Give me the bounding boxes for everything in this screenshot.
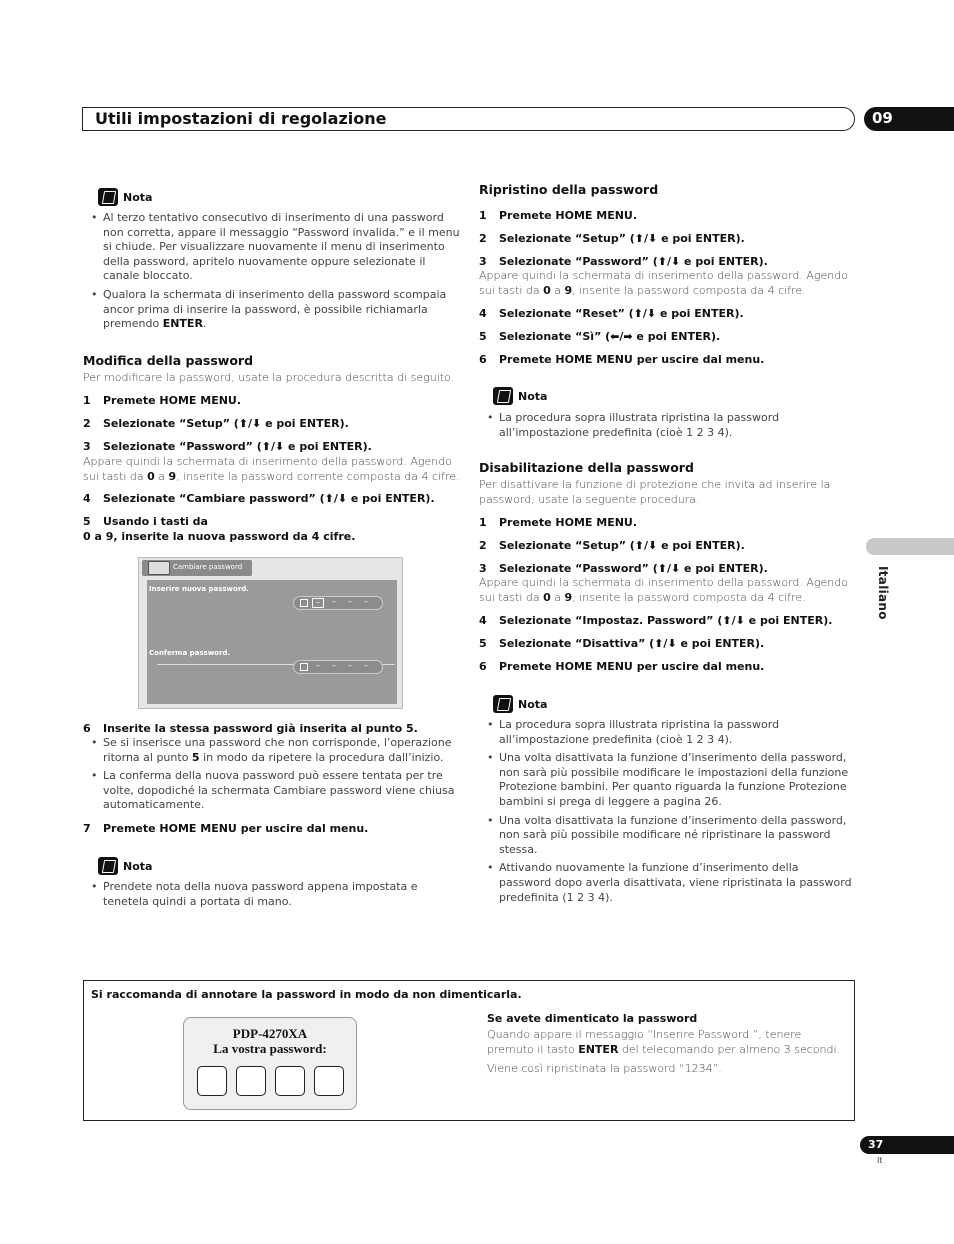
text: , inserite la password composta da 4 cifre.: [572, 590, 806, 604]
step-number: 4: [83, 492, 91, 505]
step-description: [479, 576, 851, 605]
text: Appare quindi la schermata di inserimento della password. Agendo sui tasti da: [83, 455, 452, 483]
screen-body: [147, 580, 397, 704]
digit-slot: –: [332, 597, 336, 606]
step-number: 5: [479, 330, 487, 343]
digit-slot: –: [312, 598, 324, 608]
bullet: • La conferma della nuova password può essere tentata per tre volte, dopodiché la schermata Cambiare password viene chiusa automaticamente.: [83, 769, 463, 813]
note-bullet: • Al terzo tentativo consecutivo di inserimento di una password non corretta, appare il messaggio “Password invalida.” e il menu si chiude. Per visualizzare nuovamente il menu di inserimento della password, apritelo nuovamente oppure selezionate il canale bloccato.: [83, 211, 461, 284]
note-heading: [493, 695, 547, 713]
step-text: Selezionate “Setup” (⬆/⬇ e poi ENTER).: [103, 417, 349, 430]
step-text: Selezionate “Password” (⬆/⬇ e poi ENTER).: [103, 440, 372, 453]
note-bullet: • Una volta disattivata la funzione d’inserimento della password, non sarà più possibile modificare le impostazioni della funzione Protezione bambini. Per quanto riguarda la funzione Protezione bambini si prega di leggere a pagina 26.: [479, 751, 853, 809]
note-icon: [98, 188, 118, 206]
step-text: Premete HOME MENU per uscire dal menu.: [499, 353, 765, 366]
step: [479, 614, 832, 628]
digit-slot: –: [364, 661, 368, 670]
step-number: 4: [479, 614, 487, 627]
step: [479, 539, 745, 553]
step: [83, 417, 349, 431]
step-text: Inserite la stessa password già inserita al punto 5.: [103, 722, 418, 735]
key-0: 0: [147, 469, 155, 483]
step-text: Premete HOME MENU per uscire dal menu.: [499, 660, 765, 673]
step-text: Selezionate “Password” (⬆/⬇ e poi ENTER).: [499, 255, 768, 268]
step: [479, 307, 744, 321]
step-text: Premete HOME MENU.: [103, 394, 242, 407]
note-title: Nota: [123, 859, 153, 873]
chapter-number: 09: [872, 109, 893, 127]
step: [479, 255, 768, 269]
key-9: 9: [168, 469, 177, 483]
step: [479, 562, 768, 576]
text: Se si inserisce una password che non corrisponde, l’operazione ritorna al punto: [103, 736, 452, 764]
text: Quando appare il messaggio “Inserire Password.”, tenere premuto il tasto: [487, 1028, 802, 1056]
step: [479, 330, 720, 344]
reminder-headline: Si raccomanda di annotare la password in modo da non dimenticarla.: [91, 988, 522, 1001]
digit-slot: –: [348, 597, 352, 606]
confirm-password-label: Conferma password.: [149, 649, 231, 657]
step-continuation: 0 a 9, inserite la nuova password da 4 cifre.: [83, 530, 356, 543]
step: [83, 722, 418, 736]
text: Appare quindi la schermata di inserimento della password. Agendo sui tasti da: [479, 269, 848, 297]
section-title: Modifica della password: [83, 353, 254, 368]
note-bullet: • Attivando nuovamente la funzione d’inserimento della password dopo averla disattivata, viene ripristinata la password predefinita (1 2 3 4).: [479, 861, 853, 905]
step-text: Selezionate “Reset” (⬆/⬇ e poi ENTER).: [499, 307, 744, 320]
text: in modo da ripetere la procedura dall’inizio.: [199, 750, 444, 764]
password-card: [183, 1017, 357, 1110]
password-digit-box: [275, 1066, 305, 1096]
step-number: 6: [83, 722, 91, 735]
digit-slot: –: [364, 597, 368, 606]
step: [479, 637, 764, 651]
language-code: It: [877, 1156, 883, 1165]
step-text: Selezionate “Password” (⬆/⬇ e poi ENTER).: [499, 562, 768, 575]
step: [83, 822, 368, 836]
step: [83, 394, 241, 408]
section-title: Ripristino della password: [479, 182, 659, 197]
step-number: 6: [479, 353, 487, 366]
step-number: 1: [479, 516, 487, 529]
password-digit-box: [236, 1066, 266, 1096]
enter-key-label: ENTER: [578, 1042, 619, 1056]
note-bullet: [83, 288, 461, 332]
key-9: 9: [564, 590, 573, 604]
note-bullet: • La procedura sopra illustrata ripristina la password all’impostazione predefinita (cioè 1 2 3 4).: [479, 411, 819, 440]
screen-title: Cambiare password: [173, 563, 243, 571]
digit-slot: –: [316, 661, 320, 670]
password-digit-box: [314, 1066, 344, 1096]
keypad-icon: [300, 599, 308, 607]
page-title: Utili impostazioni di regolazione: [95, 109, 387, 128]
note-list: [479, 411, 819, 440]
step-text: Usando i tasti da: [103, 515, 208, 528]
card-label: La vostra password:: [213, 1041, 327, 1056]
text: , inserite la password corrente composta da 4 cifre.: [176, 469, 460, 483]
note-icon: [493, 387, 513, 405]
step: [479, 660, 764, 674]
note-heading: [493, 387, 547, 405]
key-9: 9: [564, 283, 573, 297]
step-text: Selezionate “Setup” (⬆/⬇ e poi ENTER).: [499, 539, 745, 552]
step-text: Premete HOME MENU.: [499, 209, 638, 222]
step-description: [479, 269, 851, 298]
note-list: [83, 211, 461, 332]
step-number: 7: [83, 822, 91, 835]
note-title: Nota: [518, 697, 548, 711]
note-title: Nota: [123, 190, 153, 204]
step-bullets: [83, 736, 463, 813]
note-heading: [98, 857, 152, 875]
forgot-result: Viene così ripristinata la password “1234”.: [487, 1062, 722, 1075]
chapter-badge: [864, 107, 954, 131]
step-number: 1: [83, 394, 91, 407]
note-bullet: • Una volta disattivata la funzione d’inserimento della password, non sarà più possibile modificare né ripristinare la password stessa.: [479, 814, 853, 858]
page-number-badge: [860, 1136, 954, 1154]
step: [83, 515, 208, 529]
bullet: [83, 736, 463, 765]
step-number: 5: [479, 637, 487, 650]
note-title: Nota: [518, 389, 548, 403]
text: Appare quindi la schermata di inserimento della password. Agendo sui tasti da: [479, 576, 848, 604]
step-number: 6: [479, 660, 487, 673]
step: [83, 440, 372, 454]
step-number: 3: [479, 562, 487, 575]
forgot-description: [487, 1028, 849, 1057]
note-icon: [493, 695, 513, 713]
step: [83, 492, 435, 506]
card-model: PDP-4270XA: [232, 1026, 308, 1041]
step-text: Selezionate “Impostaz. Password” (⬆/⬇ e poi ENTER).: [499, 614, 833, 627]
step-text: Premete HOME MENU per uscire dal menu.: [103, 822, 369, 835]
bold-text: 5: [191, 750, 200, 764]
step-text: Premete HOME MENU.: [499, 516, 638, 529]
key-0: 0: [543, 283, 551, 297]
step-number: 4: [479, 307, 487, 320]
digit-slot: –: [332, 661, 336, 670]
note-list: [479, 718, 853, 905]
step: [479, 353, 764, 367]
section-intro: Per modificare la password, usate la procedura descritta di seguito.: [83, 371, 455, 384]
step-text: Selezionate “Setup” (⬆/⬇ e poi ENTER).: [499, 232, 745, 245]
step: [479, 516, 637, 530]
new-password-field[interactable]: [293, 596, 383, 610]
step-number: 2: [83, 417, 91, 430]
step-description: [83, 455, 461, 484]
step-text: Selezionate “Cambiare password” (⬆/⬇ e poi ENTER).: [103, 492, 435, 505]
step-text: Selezionate “Sì” (⬅/➡ e poi ENTER).: [499, 330, 721, 343]
key-0: 0: [543, 590, 551, 604]
step: [479, 209, 637, 223]
note-bullet: • Prendete nota della nuova password appena impostata e tenetela quindi a portata di mano.: [83, 880, 461, 909]
section-intro: Per disattivare la funzione di protezione che invita ad inserire la password, usate la seguente procedura.: [479, 478, 831, 506]
note-bullet: • La procedura sopra illustrata ripristina la password all’impostazione predefinita (cioè 1 2 3 4).: [479, 718, 853, 747]
note-list: [83, 880, 461, 909]
password-screen: [138, 557, 403, 709]
step: [479, 232, 745, 246]
step-number: 3: [83, 440, 91, 453]
step-number: 2: [479, 539, 487, 552]
keypad-icon: [300, 663, 308, 671]
text: a: [154, 469, 169, 483]
text: , inserite la password composta da 4 cifre.: [572, 283, 806, 297]
note-icon: [98, 857, 118, 875]
language-label: Italiano: [876, 566, 890, 620]
digit-slot: –: [348, 661, 352, 670]
step-number: 3: [479, 255, 487, 268]
section-title: Disabilitazione della password: [479, 460, 694, 475]
forgot-title: Se avete dimenticato la password: [487, 1012, 698, 1025]
password-digit-box: [197, 1066, 227, 1096]
confirm-password-field[interactable]: [293, 660, 383, 674]
tv-icon: [148, 561, 170, 575]
language-tab: [866, 538, 954, 555]
enter-key-label: ENTER: [162, 317, 203, 331]
step-number: 5: [83, 515, 91, 528]
step-number: 2: [479, 232, 487, 245]
step-number: 1: [479, 209, 487, 222]
step-text: Selezionate “Disattiva” (⬆/⬇ e poi ENTER).: [499, 637, 765, 650]
page-number: 37: [868, 1138, 884, 1151]
note-bullet-end: .: [202, 317, 207, 331]
note-heading: [98, 188, 152, 206]
new-password-label: Inserire nuova password.: [149, 585, 249, 593]
text: a: [550, 590, 565, 604]
text: del telecomando per almeno 3 secondi.: [618, 1042, 841, 1056]
text: a: [550, 283, 565, 297]
note-bullet-text: Qualora la schermata di inserimento della password scompaia ancor prima di inserire la password, è possibile richiamarla premendo: [103, 287, 447, 331]
